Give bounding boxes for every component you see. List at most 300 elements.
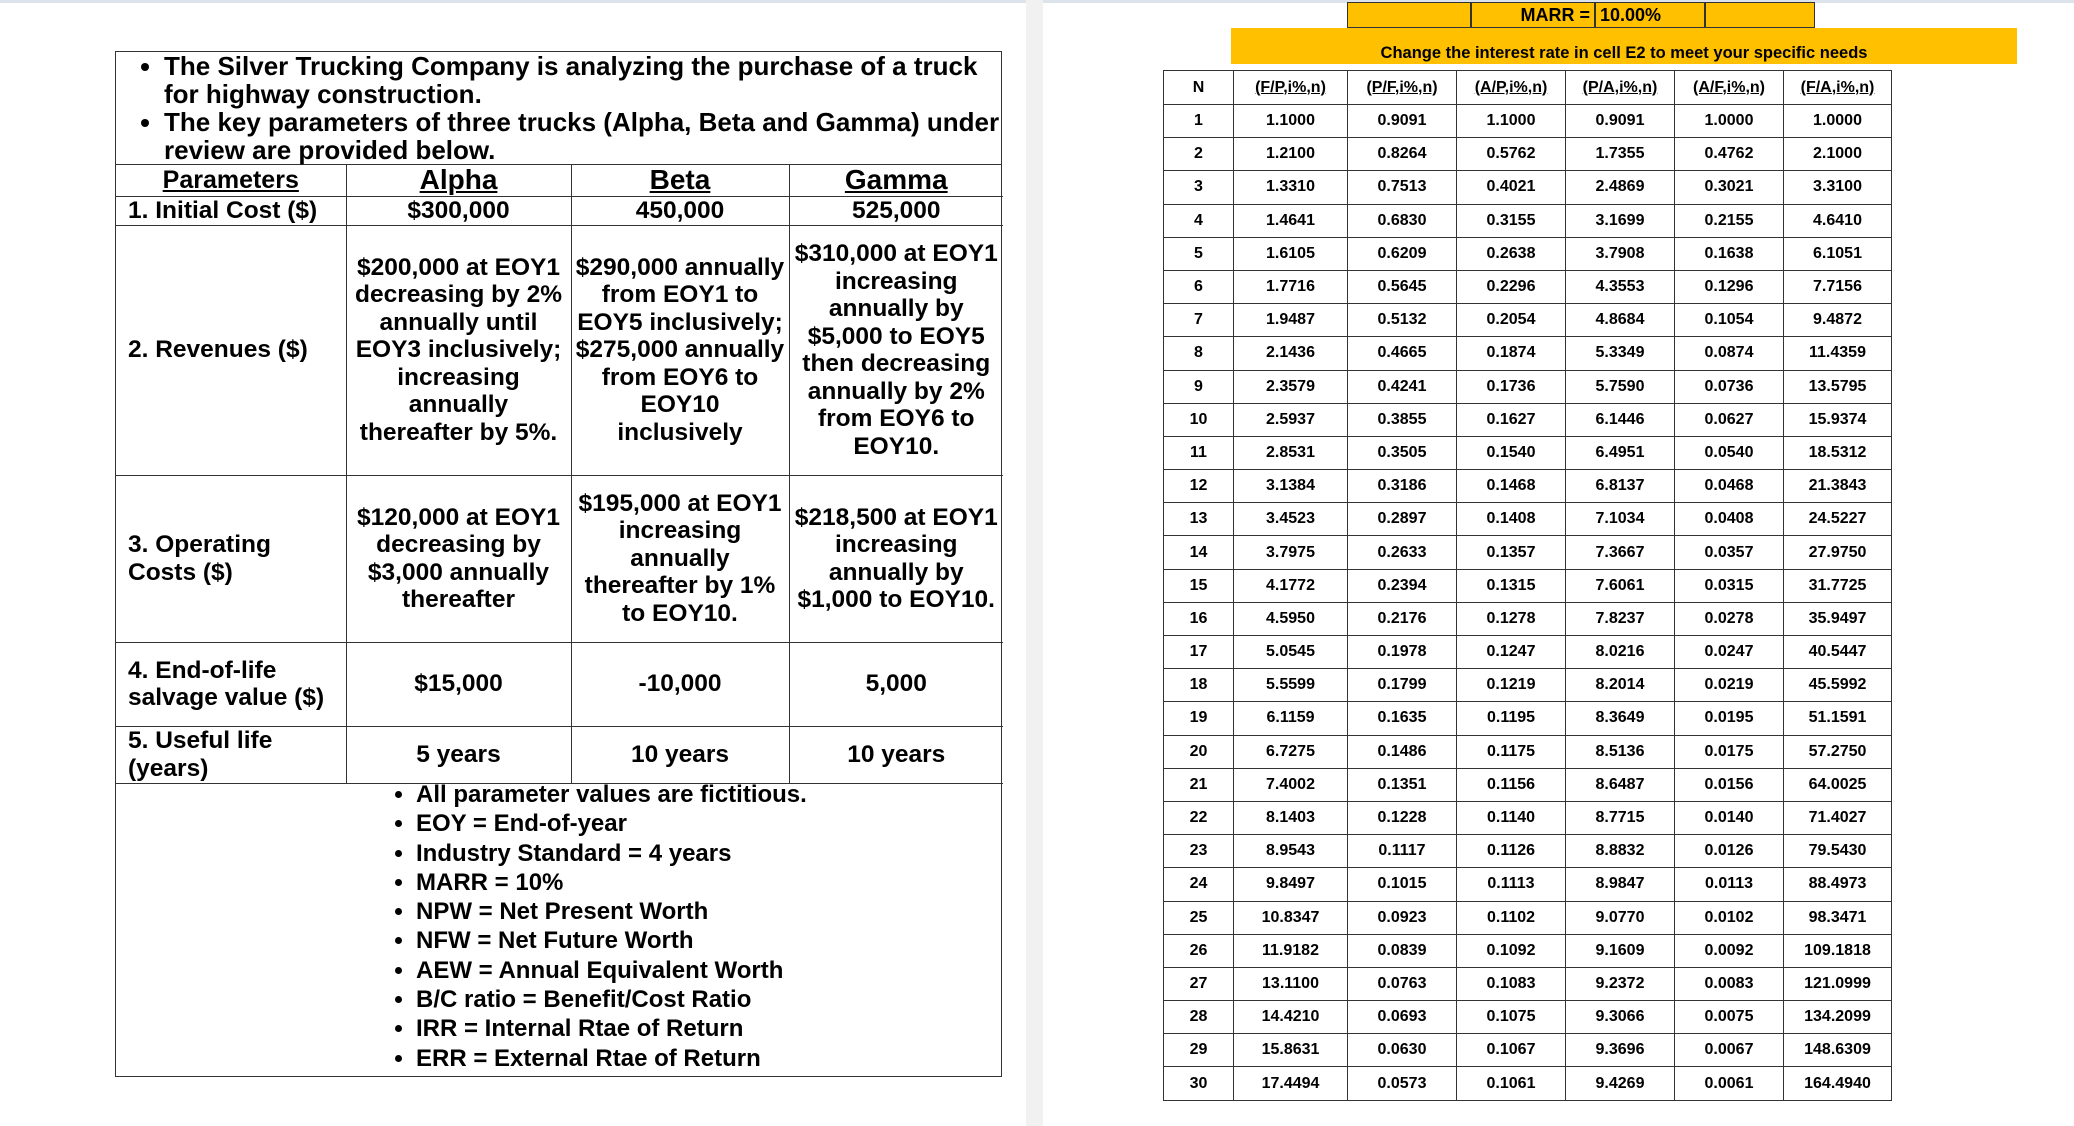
af-cell: 0.0061 [1675, 1067, 1784, 1100]
n-cell: 1 [1164, 105, 1234, 138]
fp-cell: 1.3310 [1234, 171, 1348, 204]
pa-cell: 6.4951 [1566, 436, 1675, 469]
table-row [1164, 901, 1892, 934]
af-cell: 0.4762 [1675, 138, 1784, 171]
fa-cell: 18.5312 [1784, 436, 1892, 469]
n-cell: 17 [1164, 636, 1234, 669]
table-row [1164, 735, 1892, 768]
table-row [1164, 669, 1892, 702]
ap-cell: 0.2638 [1457, 237, 1566, 270]
col-header-pa: (P/A,i%,n) [1566, 71, 1675, 105]
fp-cell: 8.1403 [1234, 801, 1348, 834]
fa-cell: 1.0000 [1784, 105, 1892, 138]
af-cell: 0.0315 [1675, 569, 1784, 602]
n-cell: 4 [1164, 204, 1234, 237]
param-label: 1. Initial Cost ($) [116, 196, 346, 225]
pf-cell: 0.0630 [1348, 1034, 1457, 1067]
af-cell: 0.0140 [1675, 801, 1784, 834]
pf-cell: 0.1486 [1348, 735, 1457, 768]
pf-cell: 0.9091 [1348, 105, 1457, 138]
pa-cell: 9.3696 [1566, 1034, 1675, 1067]
n-cell: 12 [1164, 470, 1234, 503]
pf-cell: 0.3186 [1348, 470, 1457, 503]
n-cell: 7 [1164, 304, 1234, 337]
af-cell: 0.0092 [1675, 934, 1784, 967]
pf-cell: 0.0923 [1348, 901, 1457, 934]
ap-cell: 0.1061 [1457, 1067, 1566, 1100]
n-cell: 28 [1164, 1001, 1234, 1034]
note-item: • Industry Standard = 4 years [416, 839, 1001, 868]
fa-cell: 21.3843 [1784, 470, 1892, 503]
fp-cell: 6.1159 [1234, 702, 1348, 735]
af-cell: 0.0067 [1675, 1034, 1784, 1067]
n-cell: 8 [1164, 337, 1234, 370]
fp-cell: 2.3579 [1234, 370, 1348, 403]
pa-cell: 9.2372 [1566, 967, 1675, 1000]
ap-cell: 0.1627 [1457, 403, 1566, 436]
af-cell: 0.0113 [1675, 868, 1784, 901]
col-header-beta: Beta [571, 164, 789, 196]
fa-cell: 4.6410 [1784, 204, 1892, 237]
af-cell: 0.0156 [1675, 768, 1784, 801]
n-cell: 9 [1164, 370, 1234, 403]
n-cell: 24 [1164, 868, 1234, 901]
gamma-value: 5,000 [789, 642, 1003, 726]
pa-cell: 8.2014 [1566, 669, 1675, 702]
pa-cell: 6.8137 [1566, 470, 1675, 503]
fp-cell: 2.5937 [1234, 403, 1348, 436]
marr-label-cell: MARR = [1471, 2, 1595, 28]
table-row [1164, 204, 1892, 237]
parameters-table [116, 164, 1003, 784]
ap-cell: 0.1113 [1457, 868, 1566, 901]
col-header-pf: (P/F,i%,n) [1348, 71, 1457, 105]
col-header-af: (A/F,i%,n) [1675, 71, 1784, 105]
intro-list [116, 52, 1001, 164]
note-item: • IRR = Internal Rtae of Return [416, 1014, 1001, 1043]
col-header-fp: (F/P,i%,n) [1234, 71, 1348, 105]
pa-cell: 9.4269 [1566, 1067, 1675, 1100]
pf-cell: 0.2897 [1348, 503, 1457, 536]
marr-value-cell[interactable]: 10.00% [1595, 2, 1705, 28]
pa-cell: 7.6061 [1566, 569, 1675, 602]
fp-cell: 1.1000 [1234, 105, 1348, 138]
pa-cell: 4.8684 [1566, 304, 1675, 337]
table-row [1164, 768, 1892, 801]
fp-cell: 2.1436 [1234, 337, 1348, 370]
pf-cell: 0.1228 [1348, 801, 1457, 834]
pf-cell: 0.8264 [1348, 138, 1457, 171]
af-cell: 0.0540 [1675, 436, 1784, 469]
pa-cell: 6.1446 [1566, 403, 1675, 436]
af-cell: 0.0278 [1675, 602, 1784, 635]
af-cell: 0.0126 [1675, 835, 1784, 868]
beta-value: $195,000 at EOY1 increasing annually thereafter by 1% to EOY10. [571, 475, 789, 642]
n-cell: 21 [1164, 768, 1234, 801]
fp-cell: 17.4494 [1234, 1067, 1348, 1100]
col-header-ap: (A/P,i%,n) [1457, 71, 1566, 105]
ap-cell: 0.1175 [1457, 735, 1566, 768]
ap-cell: 0.1874 [1457, 337, 1566, 370]
fa-cell: 164.4940 [1784, 1067, 1892, 1100]
table-row [1164, 470, 1892, 503]
pf-cell: 0.1117 [1348, 835, 1457, 868]
table-row [1164, 835, 1892, 868]
fa-cell: 121.0999 [1784, 967, 1892, 1000]
alpha-value: $120,000 at EOY1 decreasing by $3,000 annually thereafter [346, 475, 571, 642]
note-item: • ERR = External Rtae of Return [416, 1044, 1001, 1073]
n-cell: 16 [1164, 602, 1234, 635]
fa-cell: 2.1000 [1784, 138, 1892, 171]
fa-cell: 35.9497 [1784, 602, 1892, 635]
beta-value: -10,000 [571, 642, 789, 726]
af-cell: 0.1638 [1675, 237, 1784, 270]
n-cell: 11 [1164, 436, 1234, 469]
af-cell: 0.2155 [1675, 204, 1784, 237]
note-item: • NPW = Net Present Worth [416, 897, 1001, 926]
ap-cell: 0.1140 [1457, 801, 1566, 834]
fp-cell: 4.1772 [1234, 569, 1348, 602]
table-row [1164, 1034, 1892, 1067]
n-cell: 10 [1164, 403, 1234, 436]
pa-cell: 8.7715 [1566, 801, 1675, 834]
ap-cell: 0.1278 [1457, 602, 1566, 635]
fa-cell: 51.1591 [1784, 702, 1892, 735]
pa-cell: 8.0216 [1566, 636, 1675, 669]
ap-cell: 0.1736 [1457, 370, 1566, 403]
pf-cell: 0.6209 [1348, 237, 1457, 270]
param-label: 5. Useful life (years) [116, 726, 346, 783]
n-cell: 5 [1164, 237, 1234, 270]
alpha-value: 5 years [346, 726, 571, 783]
fp-cell: 9.8497 [1234, 868, 1348, 901]
problem-statement-panel [115, 51, 1002, 1077]
pa-cell: 9.3066 [1566, 1001, 1675, 1034]
fp-cell: 1.6105 [1234, 237, 1348, 270]
table-row [1164, 801, 1892, 834]
note-item: • NFW = Net Future Worth [416, 926, 1001, 955]
n-cell: 27 [1164, 967, 1234, 1000]
fp-cell: 1.2100 [1234, 138, 1348, 171]
pf-cell: 0.6830 [1348, 204, 1457, 237]
table-row [1164, 1067, 1892, 1100]
pa-cell: 2.4869 [1566, 171, 1675, 204]
pf-cell: 0.4241 [1348, 370, 1457, 403]
table-row [1164, 934, 1892, 967]
fa-cell: 27.9750 [1784, 536, 1892, 569]
af-cell: 0.0219 [1675, 669, 1784, 702]
fp-cell: 15.8631 [1234, 1034, 1348, 1067]
af-cell: 0.0357 [1675, 536, 1784, 569]
beta-value: 10 years [571, 726, 789, 783]
fa-cell: 15.9374 [1784, 403, 1892, 436]
table-row [1164, 237, 1892, 270]
n-cell: 13 [1164, 503, 1234, 536]
n-cell: 19 [1164, 702, 1234, 735]
fa-cell: 109.1818 [1784, 934, 1892, 967]
note-item: • EOY = End-of-year [416, 809, 1001, 838]
ap-cell: 0.1468 [1457, 470, 1566, 503]
ap-cell: 0.5762 [1457, 138, 1566, 171]
fp-cell: 1.9487 [1234, 304, 1348, 337]
fa-cell: 64.0025 [1784, 768, 1892, 801]
af-cell: 0.1054 [1675, 304, 1784, 337]
marr-row [1347, 2, 1815, 28]
table-row [1164, 138, 1892, 171]
factor-table-body [1164, 105, 1892, 1101]
pf-cell: 0.5132 [1348, 304, 1457, 337]
af-cell: 0.3021 [1675, 171, 1784, 204]
table-row [1164, 602, 1892, 635]
intro-section [116, 52, 1001, 165]
af-cell: 0.0247 [1675, 636, 1784, 669]
pf-cell: 0.1351 [1348, 768, 1457, 801]
empty-cell [1705, 2, 1815, 28]
fa-cell: 24.5227 [1784, 503, 1892, 536]
params-row-operating-costs [116, 475, 1003, 642]
pa-cell: 3.1699 [1566, 204, 1675, 237]
gamma-value: $310,000 at EOY1 increasing annually by $5,000 to EOY5 then decreasing annually by 2% from EOY6 to EOY10. [789, 225, 1003, 475]
pa-cell: 1.7355 [1566, 138, 1675, 171]
col-header-parameters: Parameters [116, 164, 346, 196]
ap-cell: 0.3155 [1457, 204, 1566, 237]
fp-cell: 3.1384 [1234, 470, 1348, 503]
pf-cell: 0.3855 [1348, 403, 1457, 436]
af-cell: 0.0102 [1675, 901, 1784, 934]
instruction-banner: Change the interest rate in cell E2 to meet your specific needs [1231, 28, 2017, 64]
table-row [1164, 403, 1892, 436]
fa-cell: 148.6309 [1784, 1034, 1892, 1067]
n-cell: 14 [1164, 536, 1234, 569]
fp-cell: 10.8347 [1234, 901, 1348, 934]
n-cell: 25 [1164, 901, 1234, 934]
col-header-alpha: Alpha [346, 164, 571, 196]
params-row-revenues [116, 225, 1003, 475]
af-cell: 0.0468 [1675, 470, 1784, 503]
col-header-gamma: Gamma [789, 164, 1003, 196]
af-cell: 0.0736 [1675, 370, 1784, 403]
fp-cell: 13.1100 [1234, 967, 1348, 1000]
af-cell: 0.0408 [1675, 503, 1784, 536]
n-cell: 23 [1164, 835, 1234, 868]
ap-cell: 1.1000 [1457, 105, 1566, 138]
ap-cell: 0.1067 [1457, 1034, 1566, 1067]
pa-cell: 7.1034 [1566, 503, 1675, 536]
fp-cell: 11.9182 [1234, 934, 1348, 967]
note-item: • B/C ratio = Benefit/Cost Ratio [416, 985, 1001, 1014]
pf-cell: 0.2176 [1348, 602, 1457, 635]
af-cell: 0.0874 [1675, 337, 1784, 370]
pf-cell: 0.1799 [1348, 669, 1457, 702]
ap-cell: 0.1247 [1457, 636, 1566, 669]
fa-cell: 45.5992 [1784, 669, 1892, 702]
ap-cell: 0.1083 [1457, 967, 1566, 1000]
fa-cell: 98.3471 [1784, 901, 1892, 934]
params-row-salvage [116, 642, 1003, 726]
pf-cell: 0.0693 [1348, 1001, 1457, 1034]
n-cell: 26 [1164, 934, 1234, 967]
ap-cell: 0.4021 [1457, 171, 1566, 204]
pf-cell: 0.2394 [1348, 569, 1457, 602]
ap-cell: 0.2054 [1457, 304, 1566, 337]
factor-header-row [1164, 71, 1892, 105]
ap-cell: 0.1156 [1457, 768, 1566, 801]
table-row [1164, 636, 1892, 669]
pf-cell: 0.0573 [1348, 1067, 1457, 1100]
pf-cell: 0.0839 [1348, 934, 1457, 967]
pf-cell: 0.1978 [1348, 636, 1457, 669]
pa-cell: 8.9847 [1566, 868, 1675, 901]
fp-cell: 14.4210 [1234, 1001, 1348, 1034]
alpha-value: $15,000 [346, 642, 571, 726]
empty-cell [1347, 2, 1471, 28]
fa-cell: 13.5795 [1784, 370, 1892, 403]
table-row [1164, 105, 1892, 138]
table-row [1164, 503, 1892, 536]
ap-cell: 0.1219 [1457, 669, 1566, 702]
table-row [1164, 569, 1892, 602]
n-cell: 3 [1164, 171, 1234, 204]
pa-cell: 0.9091 [1566, 105, 1675, 138]
ap-cell: 0.1075 [1457, 1001, 1566, 1034]
ap-cell: 0.1102 [1457, 901, 1566, 934]
fp-cell: 6.7275 [1234, 735, 1348, 768]
fa-cell: 40.5447 [1784, 636, 1892, 669]
beta-value: 450,000 [571, 196, 789, 225]
ap-cell: 0.1540 [1457, 436, 1566, 469]
fa-cell: 71.4027 [1784, 801, 1892, 834]
ap-cell: 0.1195 [1457, 702, 1566, 735]
af-cell: 0.0627 [1675, 403, 1784, 436]
pa-cell: 8.5136 [1566, 735, 1675, 768]
gamma-value: 10 years [789, 726, 1003, 783]
fp-cell: 5.5599 [1234, 669, 1348, 702]
pf-cell: 0.7513 [1348, 171, 1457, 204]
params-row-useful-life [116, 726, 1003, 783]
fa-cell: 57.2750 [1784, 735, 1892, 768]
note-item: • MARR = 10% [416, 868, 1001, 897]
table-row [1164, 967, 1892, 1000]
pf-cell: 0.3505 [1348, 436, 1457, 469]
ap-cell: 0.1315 [1457, 569, 1566, 602]
alpha-value: $200,000 at EOY1 decreasing by 2% annually until EOY3 inclusively; increasing annually thereafter by 5%. [346, 225, 571, 475]
n-cell: 2 [1164, 138, 1234, 171]
table-row [1164, 337, 1892, 370]
fa-cell: 134.2099 [1784, 1001, 1892, 1034]
fp-cell: 8.9543 [1234, 835, 1348, 868]
fp-cell: 4.5950 [1234, 602, 1348, 635]
pa-cell: 7.8237 [1566, 602, 1675, 635]
table-row [1164, 702, 1892, 735]
param-label: 4. End-of-life salvage value ($) [116, 642, 346, 726]
fp-cell: 7.4002 [1234, 768, 1348, 801]
table-row [1164, 868, 1892, 901]
fa-cell: 31.7725 [1784, 569, 1892, 602]
ap-cell: 0.1126 [1457, 835, 1566, 868]
col-header-fa: (F/A,i%,n) [1784, 71, 1892, 105]
n-cell: 15 [1164, 569, 1234, 602]
col-header-n: N [1164, 71, 1234, 105]
n-cell: 20 [1164, 735, 1234, 768]
ap-cell: 0.1092 [1457, 934, 1566, 967]
pa-cell: 4.3553 [1566, 270, 1675, 303]
pa-cell: 8.8832 [1566, 835, 1675, 868]
intro-item: • The Silver Trucking Company is analyzing the purchase of a truck for highway construction. [164, 52, 1001, 108]
gamma-value: $218,500 at EOY1 increasing annually by $1,000 to EOY10. [789, 475, 1003, 642]
af-cell: 0.0083 [1675, 967, 1784, 1000]
table-row [1164, 270, 1892, 303]
pa-cell: 5.7590 [1566, 370, 1675, 403]
ap-cell: 0.2296 [1457, 270, 1566, 303]
param-label: 3. Operating Costs ($) [116, 475, 346, 642]
n-cell: 22 [1164, 801, 1234, 834]
ap-cell: 0.1408 [1457, 503, 1566, 536]
fa-cell: 7.7156 [1784, 270, 1892, 303]
table-row [1164, 436, 1892, 469]
af-cell: 0.0075 [1675, 1001, 1784, 1034]
param-label: 2. Revenues ($) [116, 225, 346, 475]
pf-cell: 0.2633 [1348, 536, 1457, 569]
pf-cell: 0.4665 [1348, 337, 1457, 370]
params-header-row [116, 164, 1003, 196]
pa-cell: 8.3649 [1566, 702, 1675, 735]
af-cell: 0.0175 [1675, 735, 1784, 768]
table-row [1164, 1001, 1892, 1034]
af-cell: 0.0195 [1675, 702, 1784, 735]
n-cell: 30 [1164, 1067, 1234, 1100]
af-cell: 1.0000 [1675, 105, 1784, 138]
fa-cell: 11.4359 [1784, 337, 1892, 370]
pa-cell: 9.0770 [1566, 901, 1675, 934]
pf-cell: 0.1635 [1348, 702, 1457, 735]
beta-value: $290,000 annually from EOY1 to EOY5 inclusively; $275,000 annually from EOY6 to EOY10 inclusively [571, 225, 789, 475]
n-cell: 6 [1164, 270, 1234, 303]
fp-cell: 3.7975 [1234, 536, 1348, 569]
pa-cell: 3.7908 [1566, 237, 1675, 270]
fp-cell: 1.7716 [1234, 270, 1348, 303]
table-row [1164, 171, 1892, 204]
fa-cell: 88.4973 [1784, 868, 1892, 901]
pf-cell: 0.1015 [1348, 868, 1457, 901]
interest-factor-table [1163, 70, 1892, 1101]
page-divider [1026, 0, 1043, 1126]
notes-list [116, 780, 1001, 1073]
fp-cell: 5.0545 [1234, 636, 1348, 669]
ap-cell: 0.1357 [1457, 536, 1566, 569]
pa-cell: 7.3667 [1566, 536, 1675, 569]
pa-cell: 8.6487 [1566, 768, 1675, 801]
fa-cell: 9.4872 [1784, 304, 1892, 337]
table-row [1164, 304, 1892, 337]
af-cell: 0.1296 [1675, 270, 1784, 303]
note-item: • AEW = Annual Equivalent Worth [416, 956, 1001, 985]
fp-cell: 1.4641 [1234, 204, 1348, 237]
fa-cell: 3.3100 [1784, 171, 1892, 204]
pa-cell: 5.3349 [1566, 337, 1675, 370]
table-row [1164, 370, 1892, 403]
intro-item: • The key parameters of three trucks (Alpha, Beta and Gamma) under review are provided below. [164, 108, 1001, 164]
gamma-value: 525,000 [789, 196, 1003, 225]
fa-cell: 6.1051 [1784, 237, 1892, 270]
note-item: • All parameter values are fictitious. [416, 780, 1001, 809]
fp-cell: 3.4523 [1234, 503, 1348, 536]
n-cell: 18 [1164, 669, 1234, 702]
pa-cell: 9.1609 [1566, 934, 1675, 967]
table-row [1164, 536, 1892, 569]
fp-cell: 2.8531 [1234, 436, 1348, 469]
fa-cell: 79.5430 [1784, 835, 1892, 868]
n-cell: 29 [1164, 1034, 1234, 1067]
